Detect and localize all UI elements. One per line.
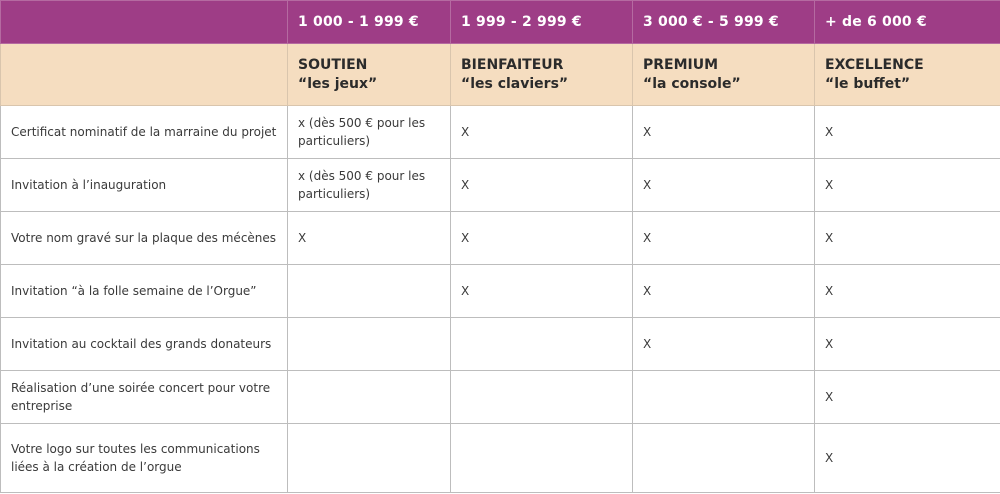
premium-cell [633, 424, 815, 493]
price-range-row [1, 1, 1000, 44]
table-row [1, 424, 1000, 493]
tier-corner-cell [1, 44, 288, 106]
premium-cell: X [633, 212, 815, 265]
tier-soutien [288, 44, 451, 106]
tier-bienfaiteur [451, 44, 633, 106]
premium-cell: X [633, 318, 815, 371]
tier-nickname: “le buffet” [825, 75, 911, 92]
excellence-cell: X [815, 212, 1000, 265]
feature-label: Invitation au cocktail des grands donateurs [1, 318, 288, 371]
table-row [1, 212, 1000, 265]
price-range-excellence: + de 6 000 € [815, 1, 1000, 44]
bienfaiteur-cell: X [451, 106, 633, 159]
tier-name-row [1, 44, 1000, 106]
bienfaiteur-cell: X [451, 159, 633, 212]
tier-name: SOUTIEN [298, 56, 368, 73]
feature-label: Votre logo sur toutes les communications liées à la création de l’orgue [1, 424, 288, 493]
bienfaiteur-cell [451, 371, 633, 424]
excellence-cell: X [815, 424, 1000, 493]
premium-cell [633, 371, 815, 424]
tier-nickname: “les claviers” [461, 75, 569, 92]
price-range-bienfaiteur: 1 999 - 2 999 € [451, 1, 633, 44]
soutien-cell [288, 424, 451, 493]
tier-nickname: “les jeux” [298, 75, 378, 92]
soutien-cell [288, 265, 451, 318]
price-range-premium: 3 000 € - 5 999 € [633, 1, 815, 44]
premium-cell: X [633, 159, 815, 212]
tier-name: PREMIUM [643, 56, 719, 73]
excellence-cell: X [815, 159, 1000, 212]
soutien-cell: x (dès 500 € pour les particuliers) [288, 106, 451, 159]
feature-label: Invitation “à la folle semaine de l’Orgue” [1, 265, 288, 318]
soutien-cell [288, 371, 451, 424]
tier-premium [633, 44, 815, 106]
excellence-cell: X [815, 318, 1000, 371]
tier-name: EXCELLENCE [825, 56, 924, 73]
bienfaiteur-cell: X [451, 212, 633, 265]
bienfaiteur-cell [451, 424, 633, 493]
tier-nickname: “la console” [643, 75, 741, 92]
soutien-cell [288, 318, 451, 371]
table-row [1, 159, 1000, 212]
feature-label: Certificat nominatif de la marraine du projet [1, 106, 288, 159]
excellence-cell: X [815, 265, 1000, 318]
price-range-soutien: 1 000 - 1 999 € [288, 1, 451, 44]
bienfaiteur-cell [451, 318, 633, 371]
feature-label: Votre nom gravé sur la plaque des mécènes [1, 212, 288, 265]
bienfaiteur-cell: X [451, 265, 633, 318]
table-row [1, 106, 1000, 159]
premium-cell: X [633, 106, 815, 159]
premium-cell: X [633, 265, 815, 318]
table-row [1, 318, 1000, 371]
tier-name: BIENFAITEUR [461, 56, 564, 73]
soutien-cell: X [288, 212, 451, 265]
feature-label: Réalisation d’une soirée concert pour votre entreprise [1, 371, 288, 424]
table-row [1, 371, 1000, 424]
excellence-cell: X [815, 371, 1000, 424]
table-row [1, 265, 1000, 318]
tier-excellence [815, 44, 1000, 106]
header-corner-cell [1, 1, 288, 44]
excellence-cell: X [815, 106, 1000, 159]
soutien-cell: x (dès 500 € pour les particuliers) [288, 159, 451, 212]
feature-label: Invitation à l’inauguration [1, 159, 288, 212]
